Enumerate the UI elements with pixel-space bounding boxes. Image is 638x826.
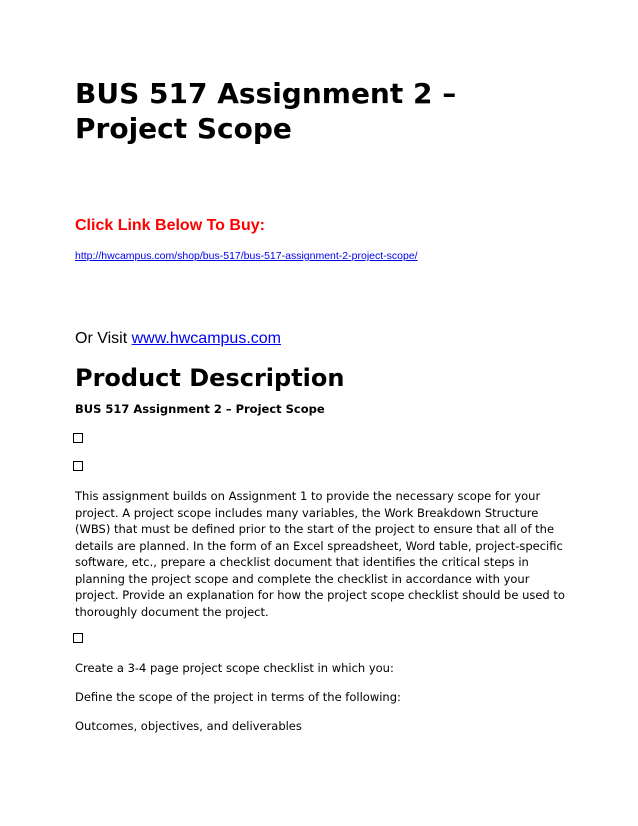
outcomes-line: Outcomes, objectives, and deliverables <box>75 719 302 733</box>
define-line: Define the scope of the project in terms of the following: <box>75 690 401 704</box>
product-description-heading: Product Description <box>75 364 345 392</box>
buy-heading: Click Link Below To Buy: <box>75 217 265 234</box>
checkbox-bullet-3 <box>73 633 83 643</box>
create-line: Create a 3-4 page project scope checklist in which you: <box>75 661 394 675</box>
checkbox-bullet-2 <box>73 461 83 471</box>
checkbox-bullet-1 <box>73 433 83 443</box>
visit-link[interactable]: www.hwcampus.com <box>131 330 281 347</box>
intro-paragraph: This assignment builds on Assignment 1 to provide the necessary scope for your project. A project scope includes many variables, the Work Breakdown Structure (WBS) that must be defined prior to the start of the project to ensure that all of the details are planned. In the form of an Excel spreadsheet, Word table, project-specific software, etc., prepare a checklist document that identifies the critical steps in planning the project scope and complete the checklist in accordance with your project. Provide an explanation for how the project scope checklist should be used to thoroughly document the project. <box>75 489 565 619</box>
buy-link[interactable]: http://hwcampus.com/shop/bus-517/bus-517-assignment-2-project-scope/ <box>75 250 418 262</box>
page-title: BUS 517 Assignment 2 – Project Scope <box>75 77 457 145</box>
visit-line <box>75 329 281 349</box>
product-subheading: BUS 517 Assignment 2 – Project Scope <box>75 402 325 416</box>
visit-prefix: Or Visit <box>75 330 132 347</box>
